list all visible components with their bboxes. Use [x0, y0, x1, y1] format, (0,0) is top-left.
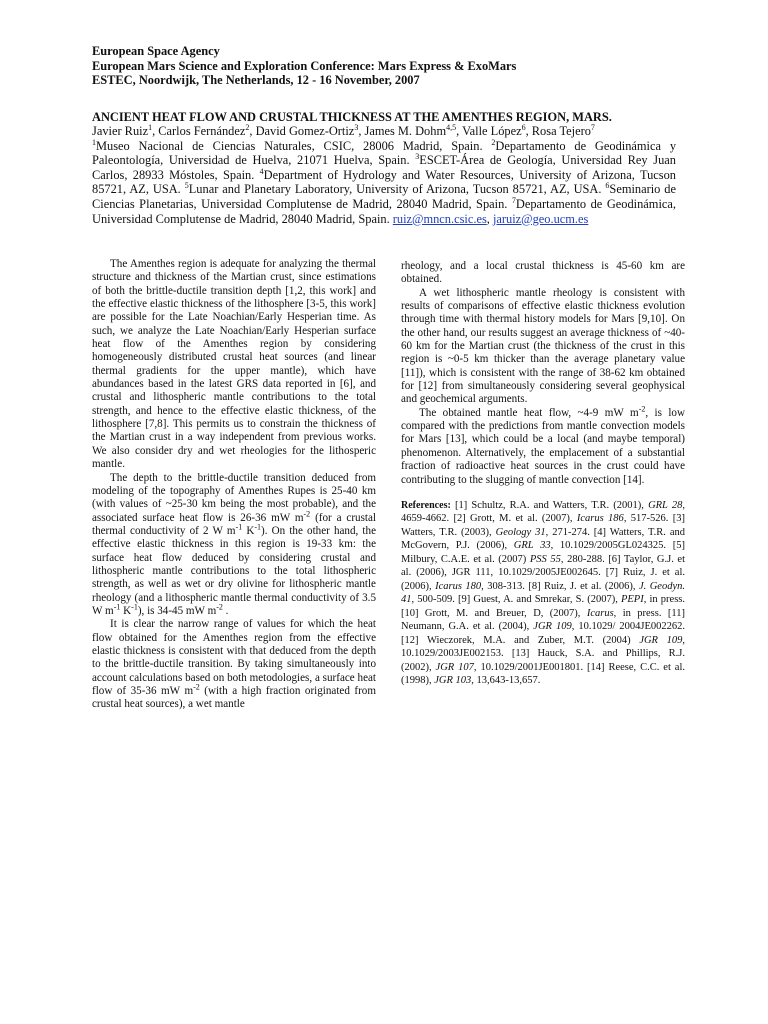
author-affiliation-mark: 6	[521, 122, 526, 132]
reference-item: [5] Milbury, C.A.E. et al. (2007) PSS 55, 280-288.	[401, 540, 685, 565]
conference-line-3: ESTEC, Noordwijk, The Netherlands, 12 - 16 November, 2007	[92, 73, 420, 88]
conference-header	[92, 44, 692, 88]
superscript: -2	[216, 602, 223, 612]
reference-list	[401, 500, 685, 687]
paragraph-heat-flow	[92, 618, 376, 711]
conference-line-2: European Mars Science and Exploration Conference: Mars Express & ExoMars	[92, 58, 517, 73]
references-label: References:	[401, 499, 451, 511]
author-affiliation-mark: 7	[590, 122, 595, 132]
superscript: -1	[254, 522, 262, 532]
reference-journal: J. Geodyn. 41	[401, 580, 685, 606]
left-column	[92, 258, 376, 712]
affiliation-text: Departamento de Geodinámica, Universidad Complutense de Madrid, 28040 Madrid, Spain.	[92, 196, 676, 226]
text: ), is 34-45 mW m	[137, 604, 217, 617]
affiliation-number: 3	[415, 152, 420, 162]
reference-item: [1] Schultz, R.A. and Watters, T.R. (2001), GRL 28, 4659-4662.	[401, 499, 686, 525]
reference-item: [12] Wieczorek, M.A. and Zuber, M.T. (2004) JGR 109, 10.1029/2003JE002153.	[401, 634, 685, 660]
reference-item: [4] Watters, T.R. and McGovern, P.J. (2006), GRL 33, 10.1029/2005GL024325.	[401, 526, 685, 552]
conference-line-1: European Space Agency	[92, 44, 220, 58]
reference-journal: GRL 28	[648, 499, 683, 511]
text: .	[222, 604, 229, 617]
paragraph-wet-rheology: A wet lithospheric mantle rheology is consistent with results of comparisons of effective elastic thickness evolution through time with thermal history models for Mars [9,10]. On the other hand, our results suggest an average thickness of ~40-60 km for the Martian crust (the thickness of the crust in this region is ~0-5 km thicker than the average planetary value [11]), which is consistent with the range of 38-62 km obtained for [12] from simultaneously considering several geophysical and geochemical arguments.	[401, 286, 685, 406]
text: (with a high fraction originated from crustal heat sources), a wet mantle	[92, 685, 376, 711]
text: (for a crustal thermal conductivity of 2 W m	[92, 511, 376, 537]
reference-journal: JGR 107	[435, 661, 474, 673]
text: The obtained mantle heat flow, ~4-9 mW m	[419, 406, 639, 419]
author-name: Rosa Tejero	[531, 124, 591, 138]
author-affiliation-mark: 4,5	[446, 122, 457, 132]
affiliation-number: 1	[92, 137, 96, 147]
author-affiliation-mark: 1	[148, 122, 153, 132]
text: The depth to the brittle-ductile transition deduced from modeling of the topography of Amenthes Rupes is 25-40 km (with values of ~25-30 km being the most probable), and the associated surface heat flow is 26-36 mW m	[92, 471, 376, 524]
reference-journal: Icarus 186	[576, 513, 624, 525]
affiliation-text: Departamento de Geodinámica y Paleontología, Universidad de Huelva, 21071 Huelva, Spain.	[92, 138, 677, 168]
affiliation-number: 5	[184, 181, 189, 191]
reference-journal: Geology 31	[495, 526, 546, 538]
email-link-2[interactable]: jaruiz@geo.ucm.es	[492, 211, 589, 226]
affiliation-text: Department of Hydrology and Water Resources, University of Arizona, Tucson 85721, AZ, USA.	[92, 167, 677, 197]
reference-journal: JGR 109	[639, 634, 683, 646]
right-column	[401, 260, 685, 688]
superscript: -1	[235, 522, 243, 532]
references-section	[401, 499, 685, 688]
affiliation-number: 4	[259, 166, 264, 176]
superscript: -1	[113, 602, 121, 612]
reference-item: [14] Reese, C.C. et al. (1998), JGR 103, 13,643-13,657.	[401, 661, 685, 687]
affiliation-list	[92, 139, 676, 226]
author-block	[92, 124, 676, 226]
author-name: Valle López	[462, 124, 522, 138]
paragraph-mantle-heat-flow	[401, 404, 685, 487]
author-name: David Gomez-Ortiz	[255, 124, 355, 138]
affiliation-text: Lunar and Planetary Laboratory, University of Arizona, Tucson 85721, AZ, USA.	[188, 182, 606, 197]
superscript: -2	[303, 508, 311, 518]
author-name: Carlos Fernández	[158, 124, 246, 138]
text: K	[242, 524, 255, 537]
author-name: Javier Ruiz	[92, 124, 149, 138]
reference-item: [7] Ruiz, J. et al. (2006), Icarus 180, 308-313.	[401, 567, 685, 592]
paragraph-continuation: rheology, and a local crustal thickness is 45-60 km are obtained.	[401, 260, 685, 286]
author-affiliation-mark: 2	[245, 122, 250, 132]
affiliation-text: ESCET-Área de Geología, Universidad Rey Juan Carlos, 28933 Móstoles, Spain.	[92, 153, 676, 182]
superscript: -1	[131, 602, 138, 612]
author-affiliation-mark: 3	[354, 122, 359, 132]
text: , is low compared with the predictions from mantle convection models for Mars [13], which could be a local (and maybe temporal) phenomenon. Alternatively, the emplacement of a substantial fraction of radioactive heat sources in the crust could have contributing to the slugging of mantle convection [14].	[401, 406, 685, 486]
text: ). On the other hand, the effective elastic thickness in this region is 19-33 km: the surface heat flow deduced by considering crustal and lithospheric mantle contributions to the total lithospheric strength, as well as wet or dry olivine for lithospheric mantle rheology (and a lithospheric mantle thermal conductivity of 3.5 W m	[92, 524, 376, 617]
paragraph-intro: The Amenthes region is adequate for analyzing the thermal structure and thickness of the Martian crust, since estimations of both the brittle-ductile transition depth [1,2, this work] and the effective elastic thickness of the lithosphere [3-5, this work] are possible for the Late Noachian/Early Hesperian time. As such, we analyze the Late Noachian/Early Hesperian surface heat flow of the Amenthes region by considering homogeneously distributed crustal heat sources (and linear thermal gradients for the upper mantle), which have abundances based in the latest GRS data reported in [6], and crustal and lithospheric mantle contributions to the total strength, and hence to the effective elastic thickness, of the lithosphere [7,8]. This permits us to constrain the thickness of the Martian crust in a way independent from previous works. We also consider dry and wet rheologies for the lithosperic mantle.	[92, 258, 376, 471]
reference-journal: JGR 103	[434, 675, 472, 687]
superscript: -2	[193, 682, 200, 692]
author-name: James M. Dohm	[364, 124, 447, 138]
reference-item: [6] Taylor, G.J. et al. (2006), JGR 111, 10.1029/2005JE002645.	[401, 553, 686, 579]
affiliation-number: 2	[491, 137, 496, 147]
email-separator: ,	[486, 211, 493, 226]
reference-item: [8] Ruiz, J. et al. (2006), J. Geodyn. 41, 500-509.	[401, 580, 685, 606]
paragraph-brittle-ductile	[92, 472, 376, 619]
reference-item: [11] Neumann, G.A. et al. (2004), JGR 109, 10.1029/ 2004JE002262.	[401, 607, 685, 633]
paper-title: ANCIENT HEAT FLOW AND CRUSTAL THICKNESS AT THE AMENTHES REGION, MARS.	[92, 110, 612, 124]
affiliation-number: 6	[605, 181, 610, 191]
reference-journal: Icarus 180	[435, 580, 482, 592]
affiliation-number: 7	[511, 195, 516, 205]
reference-journal: JGR 109	[533, 621, 572, 633]
reference-journal: GRL 33	[513, 540, 551, 552]
reference-item: [9] Guest, A. and Smrekar, S. (2007), PEPI, in press.	[454, 594, 686, 606]
reference-journal: PSS 55	[529, 553, 561, 565]
reference-journal: Icarus	[586, 607, 614, 619]
reference-item: [2] Grott, M. et al. (2007), Icarus 186, 517-526.	[449, 513, 669, 525]
author-list: Javier Ruiz$^1$, Carlos Fernández$^2$, David Gomez-Ortiz$^3$, James M. Dohm$^{4,5}$, Valle López$^6$, Rosa Tejero$^7$	[92, 122, 595, 138]
text: It is clear the narrow range of values for which the heat flow obtained for the Amenthes region from the effective elastic thickness is consistent with that deduced from the depth to the brittle-ductile transition. By taking simultaneously into account calculations based on both metodologies, a surface heat flow of 35-36 mW m	[92, 618, 376, 697]
email-link-1[interactable]: ruiz@mncn.csic.es	[392, 211, 487, 226]
text: K	[120, 604, 132, 617]
reference-journal: PEPI	[620, 594, 644, 606]
reference-item: [13] Hauck, S.A. and Phillips, R.J. (2002), JGR 107, 10.1029/2001JE001801.	[401, 648, 685, 673]
reference-item: [3] Watters, T.R. (2003), Geology 31, 271-274.	[401, 513, 685, 538]
superscript: -2	[638, 404, 646, 414]
affiliation-text: Museo Nacional de Ciencias Naturales, CSIC, 28006 Madrid, Spain.	[96, 138, 492, 153]
affiliation-text: Seminario de Ciencias Planetarias, Universidad Complutense de Madrid, 28040 Madrid, Spain.	[92, 182, 676, 211]
reference-item: [10] Grott, M. and Breuer, D, (2007), Icarus, in press.	[401, 607, 662, 619]
